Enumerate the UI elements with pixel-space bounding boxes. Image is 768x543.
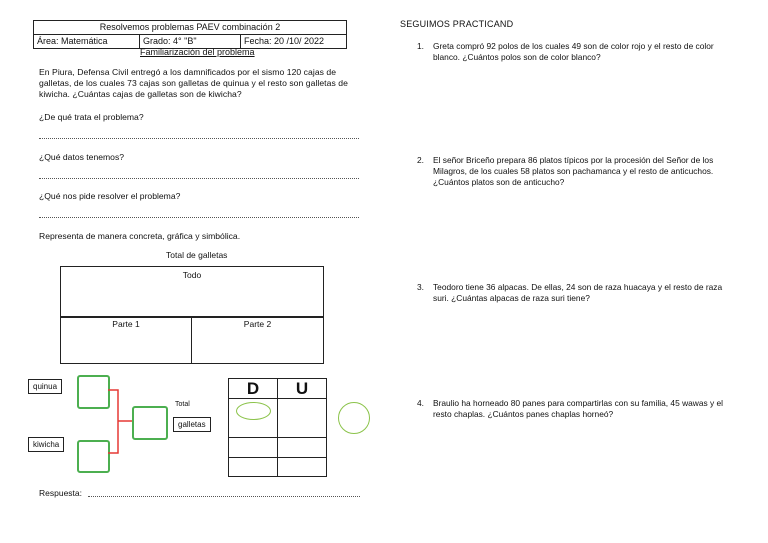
- answer-line-2[interactable]: [39, 177, 359, 179]
- header-area: Área: Matemática: [34, 35, 140, 48]
- col-u-header: U: [278, 379, 326, 399]
- parte2-box: [191, 316, 324, 364]
- question-3: ¿Qué nos pide resolver el problema?: [39, 191, 181, 201]
- subtitle: Familiarización del problema: [140, 47, 255, 57]
- answer-line-3[interactable]: [39, 216, 359, 218]
- answer-line-1[interactable]: [39, 137, 359, 139]
- represent-instruction: Representa de manera concreta, gráfica y simbólica.: [39, 231, 241, 241]
- todo-label: Todo: [182, 270, 202, 280]
- header-title: Resolvemos problemas PAEV combinación 2: [34, 21, 346, 35]
- diagram-title: Total de galletas: [166, 250, 228, 260]
- header-table: [33, 20, 347, 49]
- du-table: [228, 378, 327, 477]
- todo-box: [60, 266, 324, 318]
- parte2-label: Parte 2: [243, 319, 272, 329]
- answer-label: Respuesta:: [39, 488, 82, 498]
- du-oval: [236, 402, 271, 420]
- galletas-label: galletas: [173, 417, 211, 432]
- total-box[interactable]: [132, 406, 168, 440]
- parte1-box: [60, 316, 192, 364]
- problem-statement: En Piura, Defensa Civil entregó a los damnificados por el sismo 120 cajas de galletas, de los cuales 73 cajas son galletas de quinua y el resto son galletas de kiwicha. ¿Cuántas cajas de galletas son de kiwicha?: [39, 67, 348, 99]
- green-circle: [338, 402, 370, 434]
- practice-title: SEGUIMOS PRACTICAND: [400, 19, 514, 29]
- red-brace: [108, 385, 134, 463]
- header-fecha: Fecha: 20 /10/ 2022: [244, 36, 325, 46]
- kiwicha-label: kiwicha: [28, 437, 64, 452]
- question-1: ¿De qué trata el problema?: [39, 112, 144, 122]
- parte1-label: Parte 1: [112, 319, 140, 329]
- total-label: Total: [175, 401, 190, 408]
- header-grado: Grado: 4° "B": [140, 35, 241, 48]
- col-d-header: D: [229, 379, 278, 399]
- quinua-box[interactable]: [77, 375, 110, 409]
- answer-line[interactable]: [88, 495, 360, 497]
- quinua-label: quinua: [28, 379, 62, 394]
- kiwicha-box[interactable]: [77, 440, 110, 473]
- question-2: ¿Qué datos tenemos?: [39, 152, 125, 162]
